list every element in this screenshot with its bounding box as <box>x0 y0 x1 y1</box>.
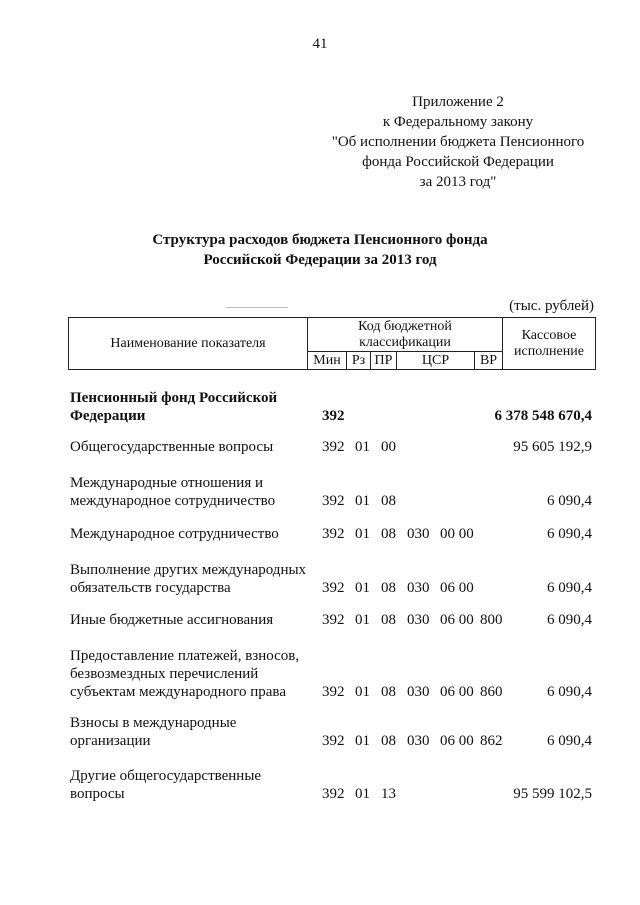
header-pr-cell <box>370 351 397 370</box>
row-pr: 08 <box>381 580 396 596</box>
row-pr: 08 <box>381 733 396 749</box>
header-vr-cell <box>474 351 503 370</box>
row-csr2: 06 00 <box>440 612 474 628</box>
row-min: 392 <box>322 408 345 424</box>
row-min: 392 <box>322 612 345 628</box>
row-min: 392 <box>322 580 345 596</box>
row-name: Взносы в международные организации <box>70 715 237 749</box>
header-code-line: Код бюджетной <box>358 319 452 334</box>
header-pr: ПР <box>374 353 393 368</box>
title-line: Российской Федерации за 2013 год <box>203 252 437 268</box>
header-exec-cell <box>502 317 596 370</box>
row-rz: 01 <box>355 786 370 802</box>
row-name: Общегосударственные вопросы <box>70 439 274 455</box>
row-vr: 860 <box>480 684 503 700</box>
appendix-line: за 2013 год" <box>419 174 497 190</box>
header-csr: ЦСР <box>421 353 450 368</box>
row-min: 392 <box>322 439 345 455</box>
row-rz: 01 <box>355 493 370 509</box>
row-csr2: 00 00 <box>440 526 474 542</box>
appendix-line: фонда Российской Федерации <box>362 154 554 170</box>
row-pr: 13 <box>381 786 396 802</box>
row-rz: 01 <box>355 526 370 542</box>
header-rz-cell <box>346 351 371 370</box>
header-name: Наименование показателя <box>110 335 266 351</box>
row-csr2: 06 00 <box>440 733 474 749</box>
row-amount: 95 605 192,9 <box>513 439 592 455</box>
row-vr: 800 <box>480 612 503 628</box>
header-csr-cell <box>396 351 475 370</box>
row-pr: 08 <box>381 612 396 628</box>
row-csr2: 06 00 <box>440 580 474 596</box>
header-exec-line: исполнение <box>514 343 584 359</box>
row-min: 392 <box>322 786 345 802</box>
row-amount: 6 090,4 <box>547 526 592 542</box>
row-name: Пенсионный фонд Российской Федерации <box>70 390 278 424</box>
header-min: Мин <box>313 353 341 368</box>
row-amount: 95 599 102,5 <box>513 786 592 802</box>
row-amount: 6 090,4 <box>547 493 592 509</box>
header-min-cell <box>307 351 347 370</box>
row-name: Предоставление платежей, взносов, безвозмездных перечислений субъектам международного права <box>70 648 300 700</box>
row-rz: 01 <box>355 612 370 628</box>
row-amount: 6 090,4 <box>547 580 592 596</box>
row-rz: 01 <box>355 684 370 700</box>
appendix-line: к Федеральному закону <box>382 114 534 130</box>
row-min: 392 <box>322 733 345 749</box>
row-amount: 6 378 548 670,4 <box>494 408 592 424</box>
header-exec-line: Кассовое <box>521 327 577 343</box>
row-name: Иные бюджетные ассигнования <box>70 612 274 628</box>
row-csr2: 06 00 <box>440 684 474 700</box>
row-min: 392 <box>322 493 345 509</box>
row-pr: 00 <box>381 439 396 455</box>
row-name: Выполнение других международных обязательств государства <box>70 562 307 596</box>
header-code-line: классификации <box>359 335 451 350</box>
row-rz: 01 <box>355 733 370 749</box>
row-csr1: 030 <box>407 526 430 542</box>
row-min: 392 <box>322 684 345 700</box>
row-pr: 08 <box>381 684 396 700</box>
appendix-note <box>318 92 598 192</box>
row-min: 392 <box>322 526 345 542</box>
row-name: Международное сотрудничество <box>70 526 279 542</box>
row-pr: 08 <box>381 493 396 509</box>
header-name-cell <box>68 317 308 370</box>
title-line: Структура расходов бюджета Пенсионного фонда <box>152 232 488 248</box>
row-rz: 01 <box>355 580 370 596</box>
row-name: Другие общегосударственные вопросы <box>70 768 262 802</box>
page-number: 41 <box>312 36 328 52</box>
row-rz: 01 <box>355 439 370 455</box>
header-vr: ВР <box>479 353 498 368</box>
row-amount: 6 090,4 <box>547 684 592 700</box>
row-amount: 6 090,4 <box>547 733 592 749</box>
row-pr: 08 <box>381 526 396 542</box>
row-csr1: 030 <box>407 612 430 628</box>
divider <box>226 307 288 308</box>
units-label: (тыс. рублей) <box>509 298 594 314</box>
appendix-line: "Об исполнении бюджета Пенсионного <box>331 134 585 150</box>
header-rz: Рз <box>351 353 366 368</box>
row-vr: 862 <box>480 733 503 749</box>
row-amount: 6 090,4 <box>547 612 592 628</box>
row-csr1: 030 <box>407 684 430 700</box>
document-title <box>100 230 540 270</box>
row-name: Международные отношения и международное сотрудничество <box>70 475 276 509</box>
row-csr1: 030 <box>407 733 430 749</box>
row-csr1: 030 <box>407 580 430 596</box>
appendix-line: Приложение 2 <box>412 94 504 110</box>
header-code-cell <box>307 317 503 352</box>
